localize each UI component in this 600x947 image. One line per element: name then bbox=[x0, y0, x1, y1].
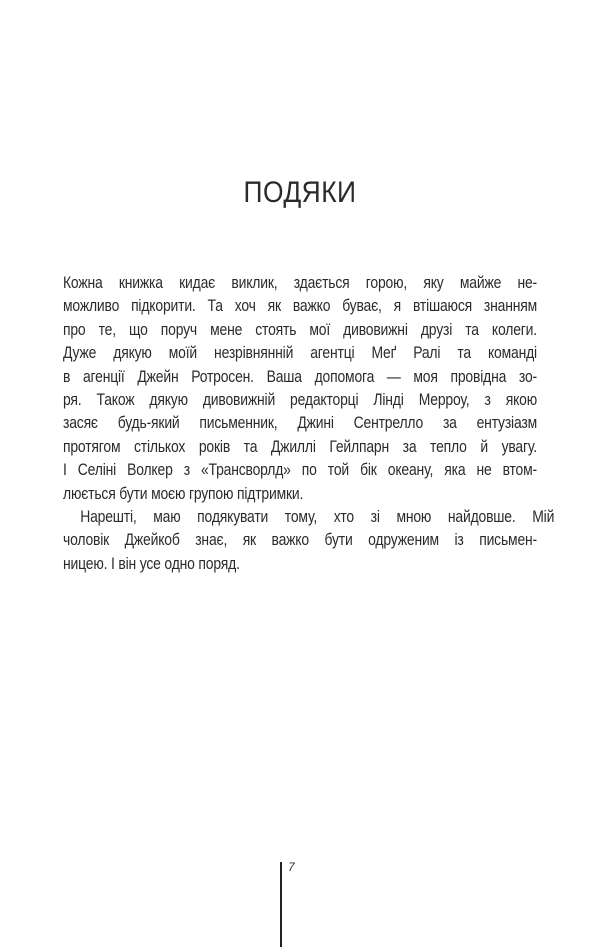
page-title: ПОДЯКИ bbox=[243, 176, 357, 209]
text-line: І Селіні Волкер з «Трансворлд» по той бік океану, яка не втом- bbox=[63, 461, 537, 480]
text-line: чоловік Джейкоб знає, як важко бути одруженим із письмен- bbox=[63, 531, 537, 550]
paragraph-2 bbox=[63, 506, 555, 576]
text-line: засяє будь-який письменник, Джині Сентрелло за ентузіазм bbox=[63, 414, 537, 433]
text-line: ря. Також дякую дивовижній редакторці Лінді Мерроу, з якою bbox=[63, 390, 537, 409]
text-line: можливо підкорити. Та хоч як важко буває, я втішаюся знанням bbox=[63, 297, 537, 316]
text-line: Дуже дякую моїй незрівнянній агентці Меґ Ралі та команді bbox=[63, 344, 537, 363]
page-number: 7 bbox=[288, 860, 295, 874]
paragraph-1 bbox=[63, 272, 537, 506]
text-line: в агенції Джейн Ротросен. Ваша допомога — моя провідна зо- bbox=[63, 367, 537, 386]
text-line: люється бути моєю групою підтримки. bbox=[63, 484, 304, 503]
body-text bbox=[63, 272, 555, 576]
folio-divider bbox=[280, 862, 282, 947]
text-line: протягом стількох років та Джиллі Гейлпарн за тепло й увагу. bbox=[63, 437, 537, 456]
text-line: про те, що поруч мене стоять мої дивовижні друзі та колеги. bbox=[63, 320, 537, 339]
text-line: Нарешті, маю подякувати тому, хто зі мною найдовше. Мій bbox=[80, 507, 555, 526]
text-line: Кожна книжка кидає виклик, здається горою, яку майже не- bbox=[63, 274, 537, 292]
text-line: ницею. І він усе одно поряд. bbox=[63, 554, 240, 573]
